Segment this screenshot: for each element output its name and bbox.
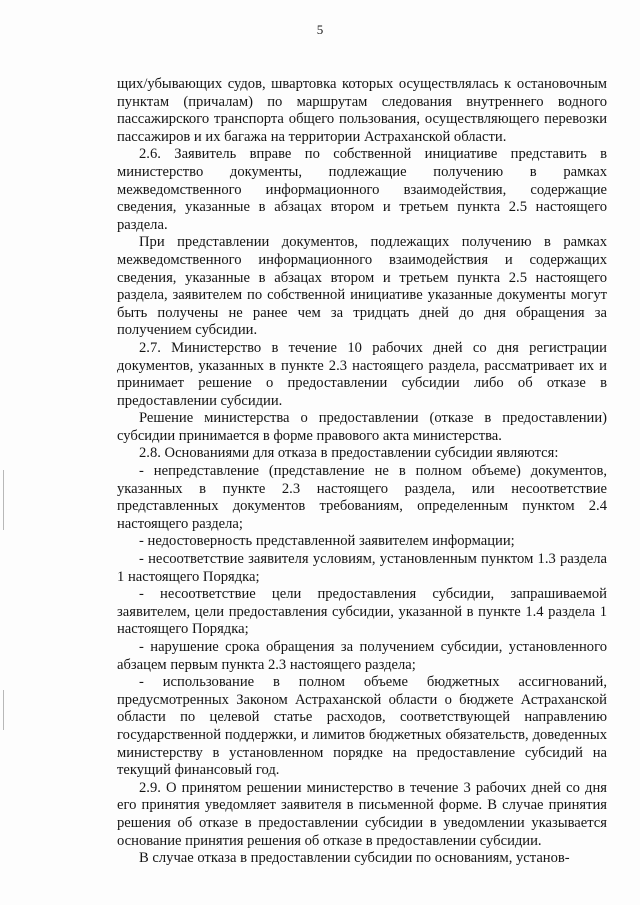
paragraph: щих/убывающих судов, швартовка которых осуществлялась к остановочным пунктам (причалам) по маршрутам следования внутреннего водного пассажирского транспорта общего пользования, осуществляющего перевозки пассажиров и их багажа на территории Астраханской области. <box>117 76 607 145</box>
paragraph: 2.9. О принятом решении министерство в течение 3 рабочих дней со дня его принятия уведомляет заявителя в письменной форме. В случае принятия решения об отказе в предоставлении субсидии в уведомлении указывается основание принятия решения об отказе в предоставлении субсидии. <box>117 779 607 849</box>
list-item: - нарушение срока обращения за получением субсидии, установленного абзацем первым пункта 2.3 настоящего раздела; <box>117 639 607 673</box>
paragraph: 2.6. Заявитель вправе по собственной инициативе представить в министерство документы, подлежащие получению в рамках межведомственного информационного взаимодействия, содержащие сведения, указанные в абзацах втором и третьем пункта 2.5 настоящего раздела. <box>117 146 607 233</box>
list-item: - недостоверность представленной заявителем информации; <box>139 533 515 550</box>
paragraph: 2.8. Основаниями для отказа в предоставлении субсидии являются: <box>139 445 559 462</box>
paragraph: Решение министерства о предоставлении (отказе в предоставлении) субсидии принимается в форме правового акта министерства. <box>117 410 607 444</box>
scan-edge-mark <box>3 470 4 530</box>
list-item: - несоответствие заявителя условиям, установленным пунктом 1.3 раздела 1 настоящего Порядка; <box>117 551 607 585</box>
paragraph: В случае отказа в предоставлении субсидии по основаниям, установ- <box>139 850 570 867</box>
list-item: - несоответствие цели предоставления субсидии, запрашиваемой заявителем, цели предоставления субсидии, указанной в пункте 1.4 раздела 1 настоящего Порядка; <box>117 586 607 638</box>
paragraph: 2.7. Министерство в течение 10 рабочих дней со дня регистрации документов, указанных в пункте 2.3 настоящего раздела, рассматривает их и принимает решение о предоставлении субсидии либо об отказе в предоставлении субсидии. <box>117 339 607 409</box>
list-item: - непредставление (представление не в полном объеме) документов, указанных в пункте 2.3 настоящего раздела, или несоответствие представленных документов требованиям, определенным пунктом 2.4 настоящего раздела; <box>117 463 607 532</box>
document-body <box>117 76 607 868</box>
paragraph: При представлении документов, подлежащих получению в рамках межведомственного информационного взаимодействия и содержащих сведения, указанные в абзацах втором и третьем пункта 2.5 настоящего раздела, заявителем по собственной инициативе указанные документы могут быть получены не ранее чем за тридцать дней до дня обращения за получением субсидии. <box>117 234 607 339</box>
scan-edge-mark <box>3 690 4 730</box>
list-item: - использование в полном объеме бюджетных ассигнований, предусмотренных Законом Астраханской области о бюджете Астраханской области по целевой статье расходов, соответствующей направлению государственной поддержки, и лимитов бюджетных обязательств, доведенных министерству в установленном порядке на предоставление субсидий на текущий финансовый год. <box>117 674 607 779</box>
page-number: 5 <box>316 22 324 37</box>
